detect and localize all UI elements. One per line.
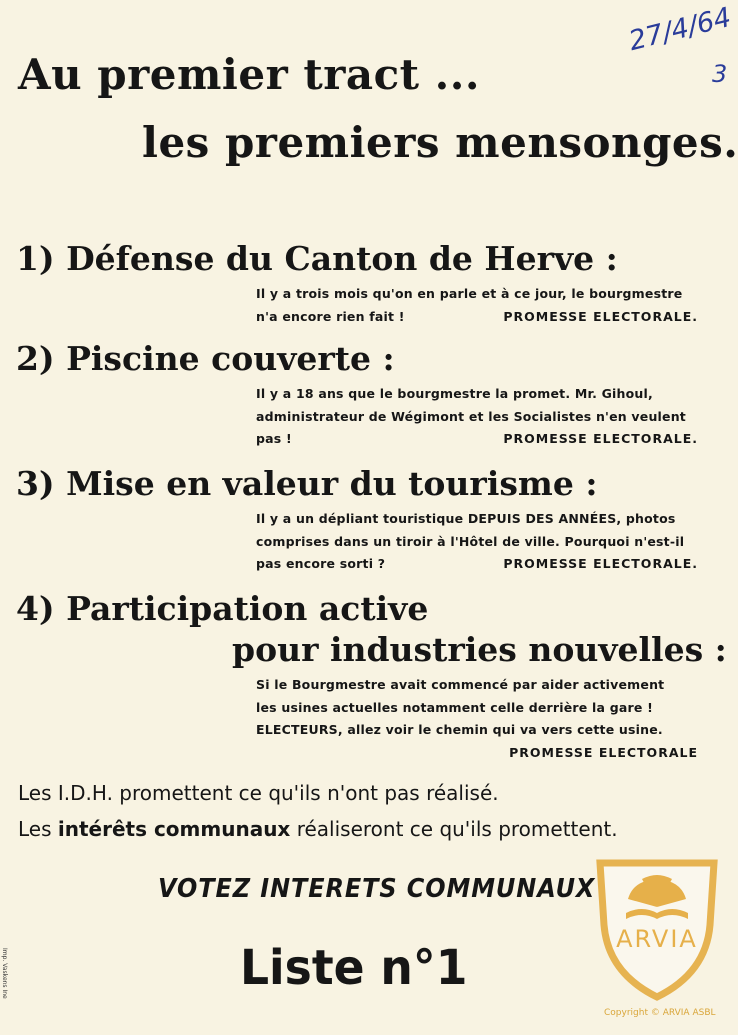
- point-2-promise: PROMESSE ELECTORALE.: [503, 431, 698, 446]
- arvia-copyright: Copyright © ARVIA ASBL: [604, 1008, 716, 1018]
- point-3-text: [256, 508, 698, 576]
- point-1-promise: PROMESSE ELECTORALE.: [503, 308, 698, 324]
- handwritten-date: 27/4/64: [625, 1, 735, 58]
- point-4-line-2: les usines actuelles notamment celle derrière la gare !: [256, 699, 653, 715]
- point-3-line-1: Il y a un dépliant touristique DEPUIS DES ANNÉES, photos: [256, 511, 676, 526]
- handwritten-number: 3: [712, 60, 728, 88]
- arvia-name: ARVIA: [616, 925, 698, 953]
- point-1-last-line: n'a encore rien fait !: [256, 308, 405, 324]
- point-4-text: [256, 674, 698, 764]
- printer-credit: Imp. Vaskens Ine: [1, 948, 8, 999]
- arvia-watermark: [590, 855, 724, 1005]
- point-4-heading-line-2: pour industries nouvelles :: [232, 630, 727, 669]
- closing-line-2-bold: intérêts communaux: [57, 817, 291, 841]
- list-number: Liste n°1: [240, 940, 468, 996]
- point-4-heading-line-1: 4) Participation active: [16, 589, 429, 628]
- point-2-last-line: pas !: [256, 431, 292, 446]
- closing-line-2-prefix: Les: [18, 817, 52, 841]
- title-line-2: les premiers mensonges.: [142, 118, 738, 167]
- point-2-line-1: Il y a 18 ans que le bourgmestre la promet. Mr. Gihoul,: [256, 386, 653, 401]
- point-3-line-2: comprises dans un tiroir à l'Hôtel de ville. Pourquoi n'est-il: [256, 533, 685, 549]
- point-4-line-1: Si le Bourgmestre avait commencé par aider activement: [256, 677, 665, 692]
- point-4-line-3: ELECTEURS, allez voir le chemin qui va vers cette usine.: [256, 722, 663, 737]
- closing-line-1: Les I.D.H. promettent ce qu'ils n'ont pas réalisé.: [18, 781, 499, 805]
- title-line-1: Au premier tract ...: [18, 50, 481, 99]
- point-2-heading: 2) Piscine couverte :: [16, 339, 395, 378]
- point-2-line-2: administrateur de Wégimont et les Socialistes n'en veulent: [256, 408, 686, 424]
- vote-slogan: VOTEZ INTERETS COMMUNAUX: [158, 874, 596, 904]
- point-1-line-1: Il y a trois mois qu'on en parle et à ce jour, le bourgmestre: [256, 286, 683, 301]
- closing-line-2: [18, 819, 618, 839]
- point-3-heading: 3) Mise en valeur du tourisme :: [16, 464, 598, 503]
- point-3-promise: PROMESSE ELECTORALE.: [503, 556, 698, 571]
- point-1-heading: 1) Défense du Canton de Herve :: [16, 239, 618, 278]
- point-1-text: [256, 283, 698, 328]
- closing-line-2-suffix: réaliseront ce qu'ils promettent.: [296, 817, 618, 841]
- point-3-last-line: pas encore sorti ?: [256, 556, 386, 571]
- point-4-promise: PROMESSE ELECTORALE: [509, 744, 698, 760]
- point-2-text: [256, 383, 698, 451]
